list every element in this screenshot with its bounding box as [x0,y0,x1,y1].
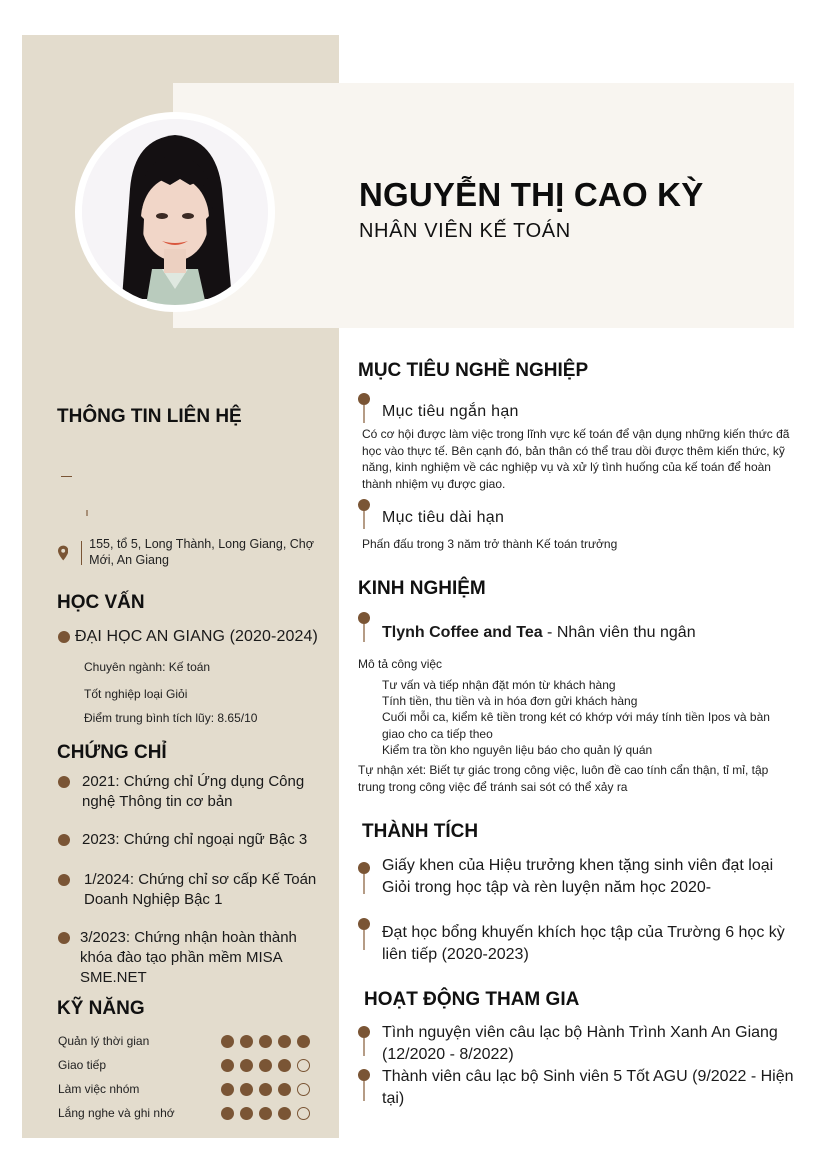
objective-section-title: MỤC TIÊU NGHỀ NGHIỆP [358,360,589,381]
job-role: Nhân viên thu ngân [556,624,696,641]
avatar [82,119,268,305]
map-pin-icon [58,543,68,563]
job-task: Tính tiền, thu tiền và in hóa đơn gửi khách hàng [382,694,638,708]
filled-dot-icon [278,1059,291,1072]
address-separator [81,541,82,565]
address-text: 155, tổ 5, Long Thành, Long Giang, Chợ Mới, An Giang [89,537,314,567]
filled-dot-icon [297,1035,310,1048]
candidate-name: NGUYỄN THỊ CAO KỲ [359,176,704,213]
bullet-icon [58,776,70,788]
skill-row [58,1057,318,1073]
filled-dot-icon [259,1059,272,1072]
skill-label: Làm việc nhóm [58,1082,140,1096]
bullet-icon [58,932,70,944]
achievement-item: Giấy khen của Hiệu trưởng khen tặng sinh viên đạt loại Giỏi trong học tập và rèn luyện năm học 2020- [382,857,774,896]
filled-dot-icon [278,1035,291,1048]
skill-rating [221,1059,310,1072]
short-term-goal-title: Mục tiêu ngắn hạn [382,403,519,420]
skill-rating [221,1083,310,1096]
timeline-marker-icon [358,862,370,894]
activities-section-title: HOẠT ĐỘNG THAM GIA [364,989,580,1010]
contact-divider [86,510,88,516]
empty-dot-icon [297,1059,310,1072]
heading-separator: - [542,624,557,641]
education-grade: Tốt nghiệp loại Giỏi [84,687,188,701]
job-description-label: Mô tả công việc [358,657,443,671]
filled-dot-icon [221,1035,234,1048]
filled-dot-icon [240,1107,253,1120]
contact-section-title: THÔNG TIN LIÊN HỆ [57,406,242,427]
job-task: Cuối mỗi ca, kiểm kê tiền trong két có khớp với máy tính tiền Ipos và bàn giao cho ca tiếp theo [382,710,770,741]
empty-dot-icon [297,1083,310,1096]
filled-dot-icon [221,1083,234,1096]
skills-section-title: KỸ NĂNG [57,998,145,1019]
education-major: Chuyên ngành: Kế toán [84,660,211,674]
long-term-goal-title: Mục tiêu dài hạn [382,509,505,526]
empty-dot-icon [297,1107,310,1120]
timeline-marker-icon [358,612,370,642]
achievement-item: Đạt học bổng khuyến khích học tập của Trường 6 học kỳ liên tiếp (2020-2023) [382,924,785,963]
company-name: Tlynh Coffee and Tea [382,624,543,641]
certificates-section-title: CHỨNG CHỈ [57,742,167,763]
activity-item: Thành viên câu lạc bộ Sinh viên 5 Tốt AGU (9/2022 - Hiện tại) [382,1068,794,1107]
filled-dot-icon [259,1083,272,1096]
timeline-marker-icon [358,499,370,529]
school-name: ĐẠI HỌC AN GIANG (2020-2024) [75,628,318,645]
certificate-text: 3/2023: Chứng nhận hoàn thành khóa đào tạo phần mềm MISA SME.NET [80,929,297,986]
experience-section-title: KINH NGHIỆM [358,578,486,599]
education-gpa: Điểm trung bình tích lũy: 8.65/10 [84,711,258,725]
skill-label: Giao tiếp [58,1058,107,1072]
skill-label: Lắng nghe và ghi nhớ [58,1106,175,1120]
bullet-icon [58,874,70,886]
short-term-goal-text: Có cơ hội được làm việc trong lĩnh vực kế toán để vận dụng những kiến thức đã học vào thực tế. Bên cạnh đó, bản thân có thể trau dồi được thêm kiến thức, kỹ năng, kinh nghiệm về các nghiệp vụ và xử lý tình huống của kế toán để hoàn thành nhiệm vụ được giao. [362,427,790,491]
certificate-text: 2021: Chứng chỉ Ứng dụng Công nghệ Thông tin cơ bản [82,773,305,810]
skill-rating [221,1107,310,1120]
job-title: NHÂN VIÊN KẾ TOÁN [359,220,571,242]
certificate-text: 1/2024: Chứng chỉ sơ cấp Kế Toán Doanh Nghiệp Bậc 1 [84,871,317,908]
timeline-marker-icon [358,393,370,423]
certificate-item [58,830,328,850]
certificate-item [58,870,328,910]
profile-photo-icon [82,119,268,305]
education-school-row [58,628,318,646]
achievements-section-title: THÀNH TÍCH [362,821,479,842]
filled-dot-icon [259,1035,272,1048]
filled-dot-icon [240,1083,253,1096]
skill-rating [221,1035,310,1048]
filled-dot-icon [278,1083,291,1096]
self-review-text: Tự nhận xét: Biết tự giác trong công việc, luôn đề cao tính cẩn thận, tỉ mỉ, tập trung trong công việc để tránh sai sót có thể xảy ra [358,763,769,794]
bullet-icon [58,834,70,846]
skill-row [58,1081,318,1097]
filled-dot-icon [221,1107,234,1120]
timeline-marker-icon [358,918,370,950]
filled-dot-icon [259,1107,272,1120]
contact-divider [61,476,72,477]
filled-dot-icon [240,1059,253,1072]
skill-row [58,1105,318,1121]
certificate-item [58,928,328,988]
filled-dot-icon [221,1059,234,1072]
job-task: Tư vấn và tiếp nhận đặt món từ khách hàng [382,678,616,692]
bullet-icon [58,631,70,643]
experience-heading [382,624,696,642]
activity-item: Tình nguyện viên câu lạc bộ Hành Trình Xanh An Giang (12/2020 - 8/2022) [382,1024,778,1063]
certificate-text: 2023: Chứng chỉ ngoại ngữ Bậc 3 [82,831,308,848]
education-section-title: HỌC VẤN [57,592,145,613]
filled-dot-icon [278,1107,291,1120]
address-row [58,536,318,568]
timeline-marker-icon [358,1069,370,1101]
timeline-marker-icon [358,1026,370,1056]
skill-row [58,1033,318,1049]
certificate-item [58,772,328,812]
job-task: Kiểm tra tồn kho nguyên liệu báo cho quản lý quán [382,743,653,757]
filled-dot-icon [240,1035,253,1048]
skill-label: Quản lý thời gian [58,1034,150,1048]
long-term-goal-text: Phấn đấu trong 3 năm trở thành Kế toán trưởng [362,537,618,551]
